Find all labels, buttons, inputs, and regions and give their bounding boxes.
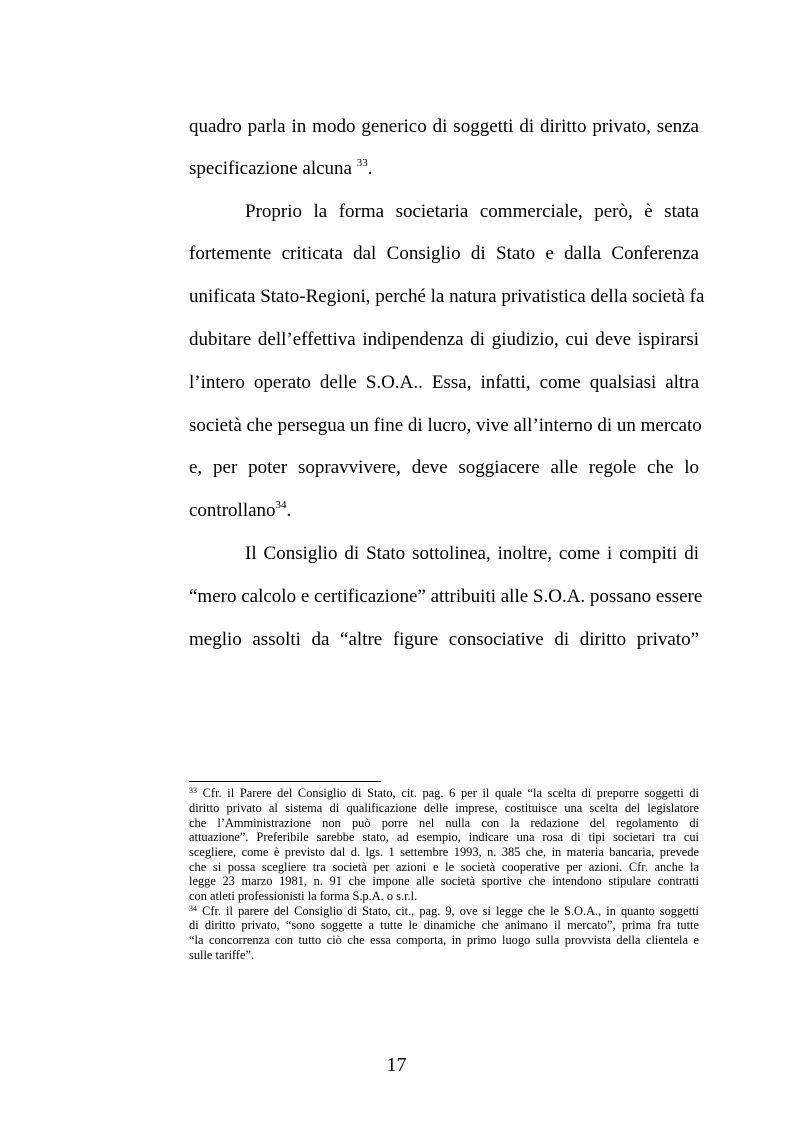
body-line-6: dubitare dell’effettiva indipendenza di giudizio, cui deve ispirarsi	[189, 329, 699, 350]
footnote-text: Cfr. il Parere del Consiglio di Stato, cit. pag. 6 per il quale “la scelta di preporre soggetti di	[202, 786, 699, 800]
body-text: specificazione alcuna	[189, 158, 352, 179]
footnote-33-line-2: diritto privato al sistema di qualificazione delle imprese, costituisce una scelta del legislatore	[189, 801, 699, 815]
footnote-34-line-2: di diritto privato, “sono soggette a tutte le dinamiche che animano il mercato”, prima fra tutte	[189, 918, 699, 932]
period: .	[286, 500, 292, 521]
footnote-34-line-4: sulle tariffe”.	[189, 948, 255, 962]
footnote-33-line-7: legge 23 marzo 1981, n. 91 che impone alle società sportive che intendono stipulare contratti	[189, 874, 699, 888]
footnote-34-line-1	[189, 904, 699, 919]
body-line-4: fortemente criticata dal Consiglio di Stato e dalla Conferenza	[189, 243, 699, 264]
page-number: 17	[386, 1054, 407, 1076]
body-line-3: Proprio la forma societaria commerciale, però, è stata	[245, 201, 699, 222]
footnote-33-line-8: con atleti professionisti la forma S.p.A. o s.r.l.	[189, 889, 418, 903]
body-line-13: meglio assolti da “altre figure consociative di diritto privato”	[189, 629, 699, 650]
body-line-10	[189, 499, 699, 523]
body-line-11: Il Consiglio di Stato sottolinea, inoltre, come i compiti di	[245, 543, 699, 564]
footnote-33-line-6: che si possa scegliere tra società per azioni e le società cooperative per azioni. Cfr. anche la	[189, 860, 699, 874]
body-line-8: società che persegua un fine di lucro, vive all’interno di un mercato	[189, 415, 702, 436]
footnote-separator	[189, 781, 381, 782]
body-line-2	[189, 157, 699, 181]
footnote-33-line-5: scegliere, come è previsto dal d. lgs. 1 settembre 1993, n. 385 che, in materia bancaria, prevede	[189, 845, 699, 859]
body-line-7: l’intero operato delle S.O.A.. Essa, infatti, come qualsiasi altra	[189, 372, 699, 393]
footnote-33-line-4: attuazione”. Preferibile sarebbe stato, ad esempio, indicare una rosa di tipi societari tra cui	[189, 830, 699, 844]
footnote-marker-34: 34	[189, 904, 197, 913]
body-line-12: “mero calcolo e certificazione” attribuiti alle S.O.A. possano essere	[189, 586, 703, 607]
period: .	[367, 158, 373, 179]
footnote-33-line-3: che l’Amministrazione non può porre nel nulla con la redazione del regolamento di	[189, 816, 699, 830]
footnote-text: Cfr. il parere del Consiglio di Stato, cit., pag. 9, ove si legge che le S.O.A., in quanto soggetti	[202, 904, 699, 918]
body-line-9: e, per poter sopravvivere, deve soggiacere alle regole che lo	[189, 457, 699, 478]
body-text: controllano	[189, 500, 276, 521]
footnote-34-line-3: “la concorrenza con tutto ciò che essa comporta, in primo luogo sulla provvista della clientela e	[189, 933, 699, 947]
body-line-5: unificata Stato-Regioni, perché la natura privatistica della società fa	[189, 286, 705, 307]
footnote-33-line-1	[189, 786, 699, 801]
body-line-1: quadro parla in modo generico di soggetti di diritto privato, senza	[189, 116, 699, 137]
footnote-marker-33: 33	[189, 786, 197, 795]
footnote-ref-34[interactable]: 34	[275, 499, 287, 511]
footnote-ref-33[interactable]: 33	[356, 157, 368, 169]
